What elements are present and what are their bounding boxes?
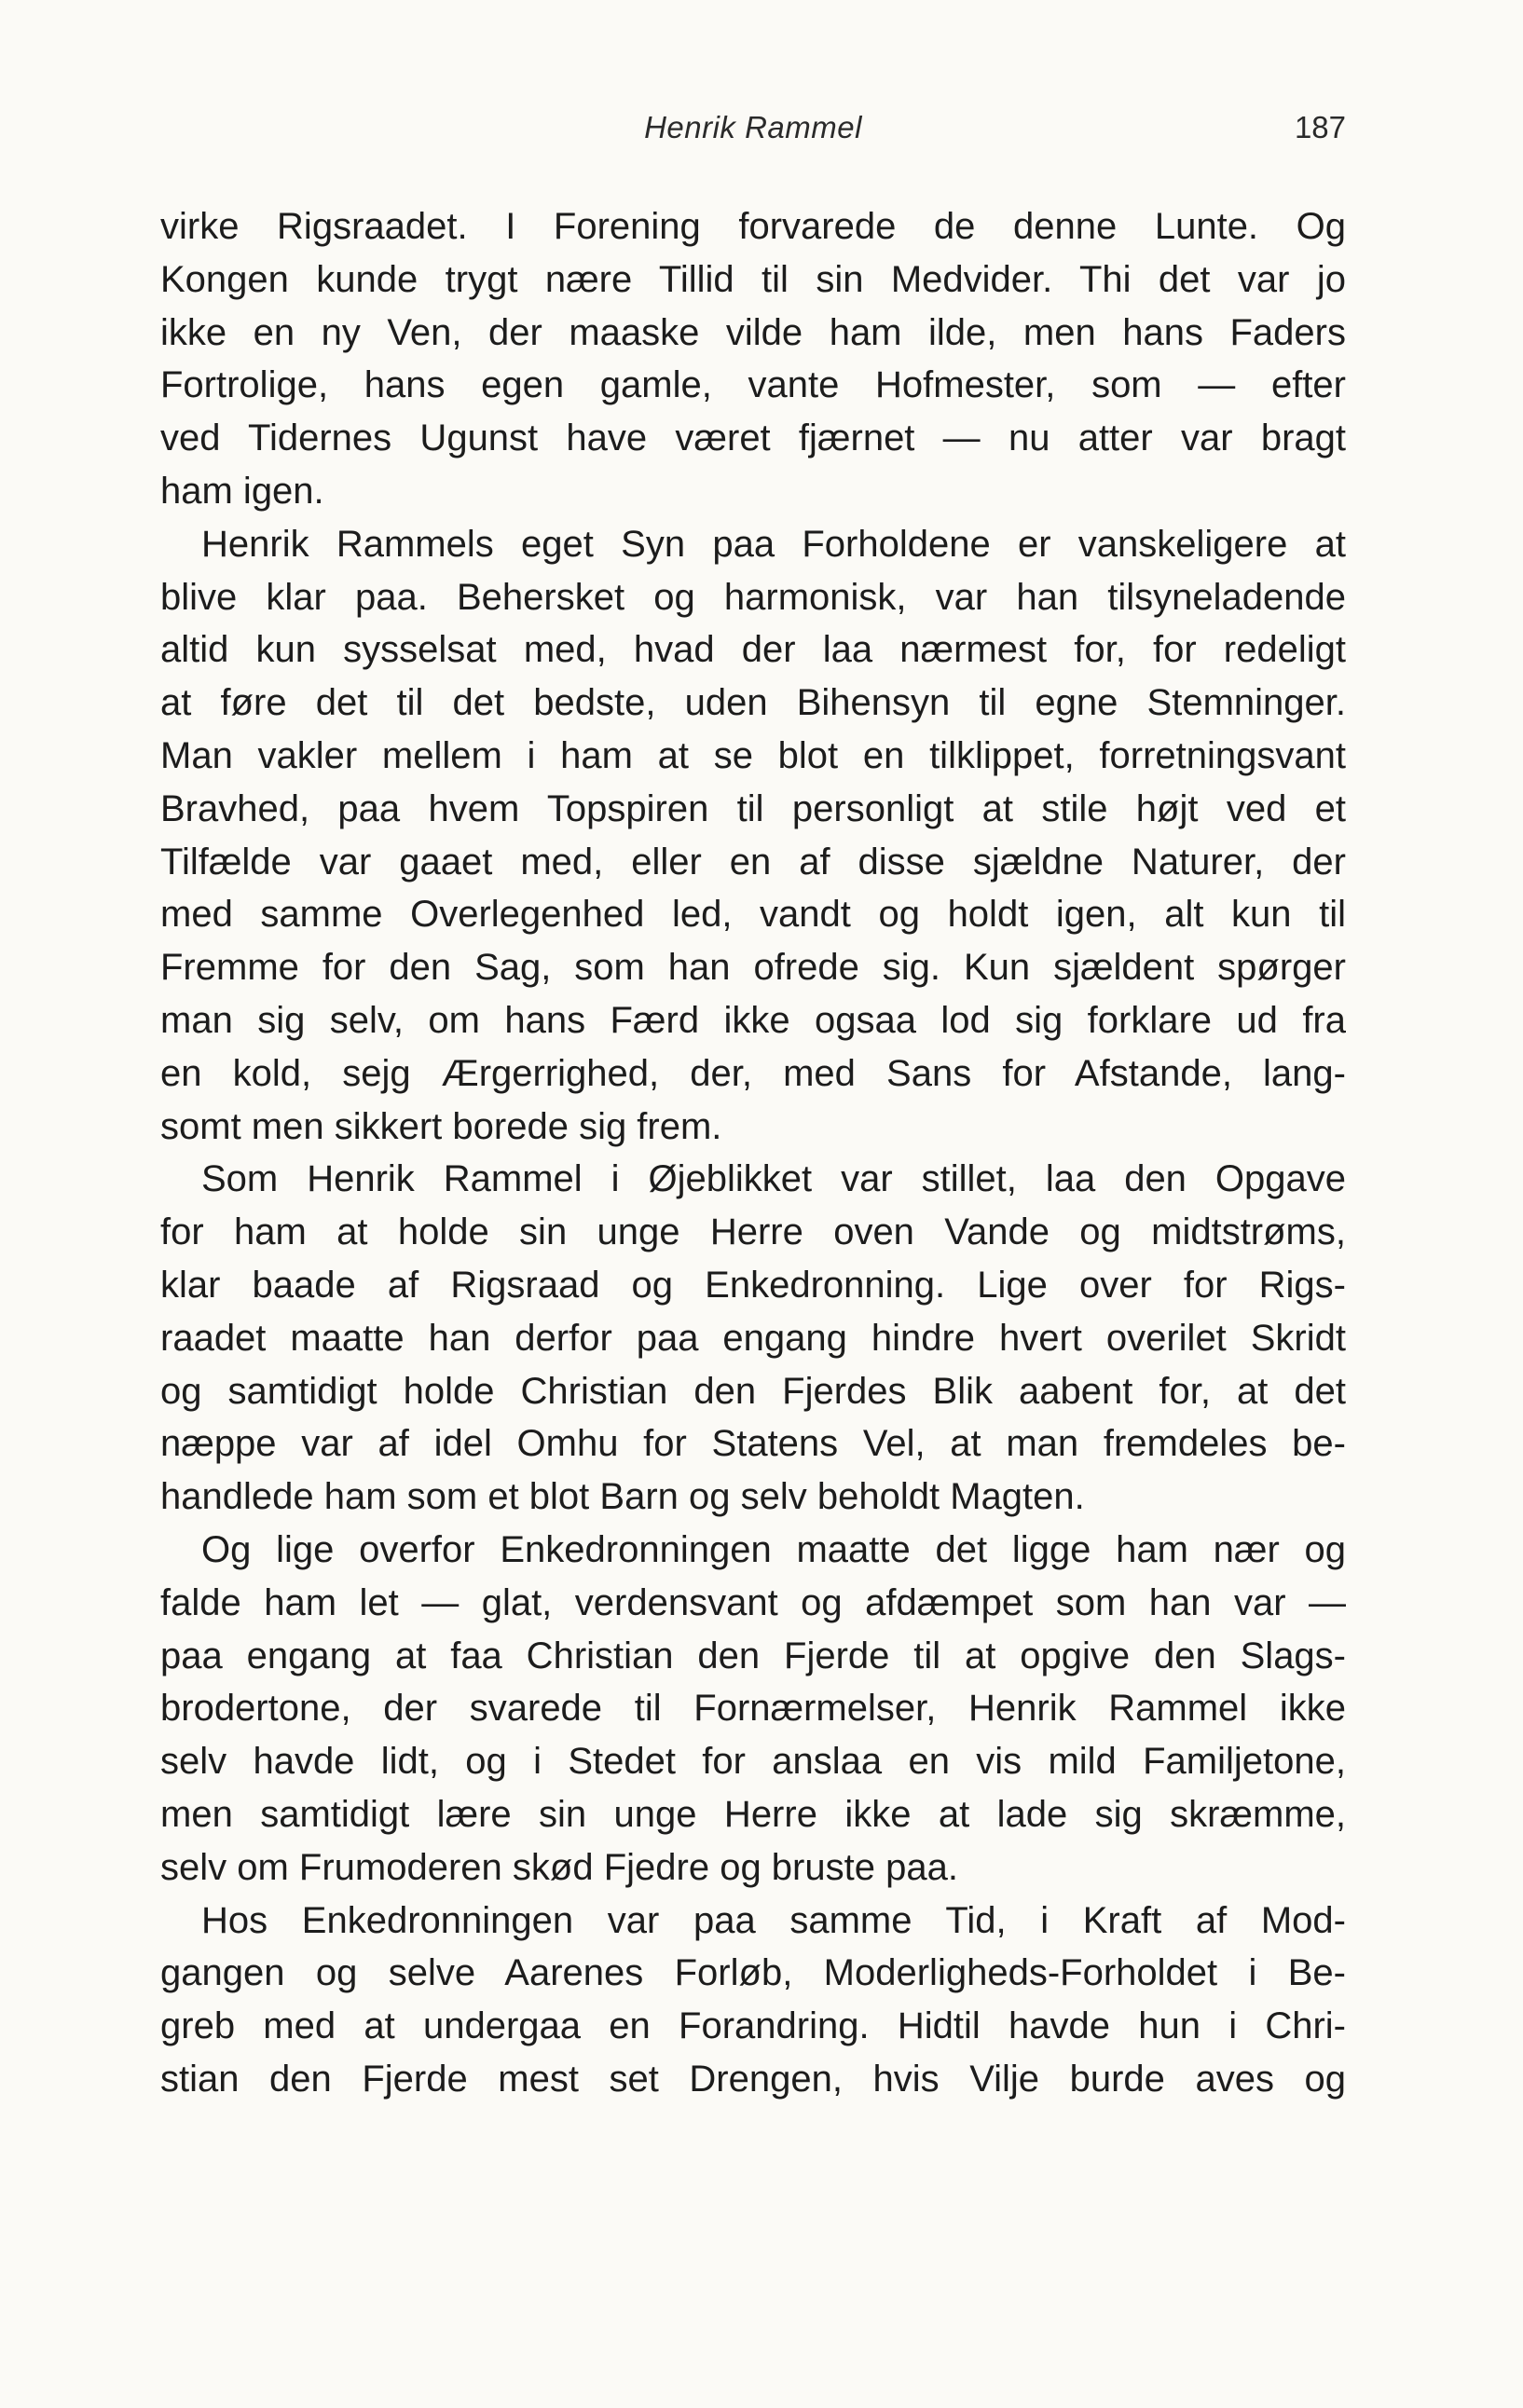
text-line: somt men sikkert borede sig frem. bbox=[160, 1105, 722, 1147]
text-line: Som Henrik Rammel i Øjeblikket var stillet, laa den Opgave bbox=[201, 1158, 1346, 1200]
text-line: altid kun sysselsat med, hvad der laa nærmest for, for redeligt bbox=[160, 629, 1346, 671]
paragraph bbox=[160, 1524, 1346, 1895]
text-line: for ham at holde sin unge Herre oven Vande og midtstrøms, bbox=[160, 1211, 1346, 1253]
text-line: selv havde lidt, og i Stedet for anslaa en vis mild Familjetone, bbox=[160, 1741, 1346, 1783]
text-line: Hos Enkedronningen var paa samme Tid, i Kraft af Mod- bbox=[201, 1899, 1346, 1941]
body-text bbox=[160, 200, 1346, 2106]
text-line: raadet maatte han derfor paa engang hindre hvert overilet Skridt bbox=[160, 1317, 1346, 1359]
text-line: klar baade af Rigsraad og Enkedronning. Lige over for Rigs- bbox=[160, 1264, 1346, 1306]
text-line: falde ham let — glat, verdensvant og afdæmpet som han var — bbox=[160, 1581, 1346, 1623]
text-line: Kongen kunde trygt nære Tillid til sin Medvider. Thi det var jo bbox=[160, 258, 1346, 300]
text-line: greb med at undergaa en Forandring. Hidtil havde hun i Chri- bbox=[160, 2005, 1346, 2047]
text-line: Og lige overfor Enkedronningen maatte det ligge ham nær og bbox=[201, 1528, 1346, 1570]
text-line: paa engang at faa Christian den Fjerde til at opgive den Slags- bbox=[160, 1635, 1346, 1676]
paragraph bbox=[160, 200, 1346, 518]
text-line: gangen og selve Aarenes Forløb, Moderligheds-Forholdet i Be- bbox=[160, 1952, 1346, 1994]
paragraph bbox=[160, 518, 1346, 1154]
text-line: ikke en ny Ven, der maaske vilde ham ilde, men hans Faders bbox=[160, 311, 1346, 353]
text-line: handlede ham som et blot Barn og selv beholdt Magten. bbox=[160, 1476, 1085, 1518]
text-line: Man vakler mellem i ham at se blot en tilklippet, forretningsvant bbox=[160, 734, 1346, 776]
text-line: stian den Fjerde mest set Drengen, hvis Vilje burde aves og bbox=[160, 2058, 1346, 2100]
running-head bbox=[160, 110, 1346, 151]
paragraph bbox=[160, 1895, 1346, 2106]
paragraph bbox=[160, 1153, 1346, 1524]
text-line: blive klar paa. Behersket og harmonisk, var han tilsyneladende bbox=[160, 576, 1346, 618]
text-line: men samtidigt lære sin unge Herre ikke at lade sig skræmme, bbox=[160, 1793, 1346, 1835]
text-line: Fremme for den Sag, som han ofrede sig. Kun sjældent spørger bbox=[160, 947, 1346, 989]
text-line: Bravhed, paa hvem Topspiren til personligt at stile højt ved et bbox=[160, 787, 1346, 829]
running-title: Henrik Rammel bbox=[644, 110, 862, 144]
text-line: og samtidigt holde Christian den Fjerdes Blik aabent for, at det bbox=[160, 1370, 1346, 1412]
text-line: en kold, sejg Ærgerrighed, der, med Sans for Afstande, lang- bbox=[160, 1052, 1346, 1094]
text-line: Fortrolige, hans egen gamle, vante Hofmester, som — efter bbox=[160, 364, 1346, 406]
text-line: virke Rigsraadet. I Forening forvarede de denne Lunte. Og bbox=[160, 206, 1346, 247]
text-line: ham igen. bbox=[160, 470, 324, 512]
text-line: brodertone, der svarede til Fornærmelser, Henrik Rammel ikke bbox=[160, 1688, 1346, 1730]
text-line: næppe var af idel Omhu for Statens Vel, at man fremdeles be- bbox=[160, 1423, 1346, 1465]
page-number: 187 bbox=[1294, 110, 1346, 144]
text-line: at føre det til det bedste, uden Bihensyn til egne Stemninger. bbox=[160, 682, 1346, 724]
text-line: ved Tidernes Ugunst have været fjærnet — nu atter var bragt bbox=[160, 417, 1346, 459]
text-line: selv om Frumoderen skød Fjedre og bruste paa. bbox=[160, 1846, 958, 1888]
text-line: med samme Overlegenhed led, vandt og holdt igen, alt kun til bbox=[160, 894, 1346, 936]
text-line: man sig selv, om hans Færd ikke ogsaa lod sig forklare ud fra bbox=[160, 999, 1346, 1041]
text-line: Tilfælde var gaaet med, eller en af disse sjældne Naturer, der bbox=[160, 841, 1346, 882]
text-line: Henrik Rammels eget Syn paa Forholdene er vanskeligere at bbox=[201, 523, 1346, 565]
